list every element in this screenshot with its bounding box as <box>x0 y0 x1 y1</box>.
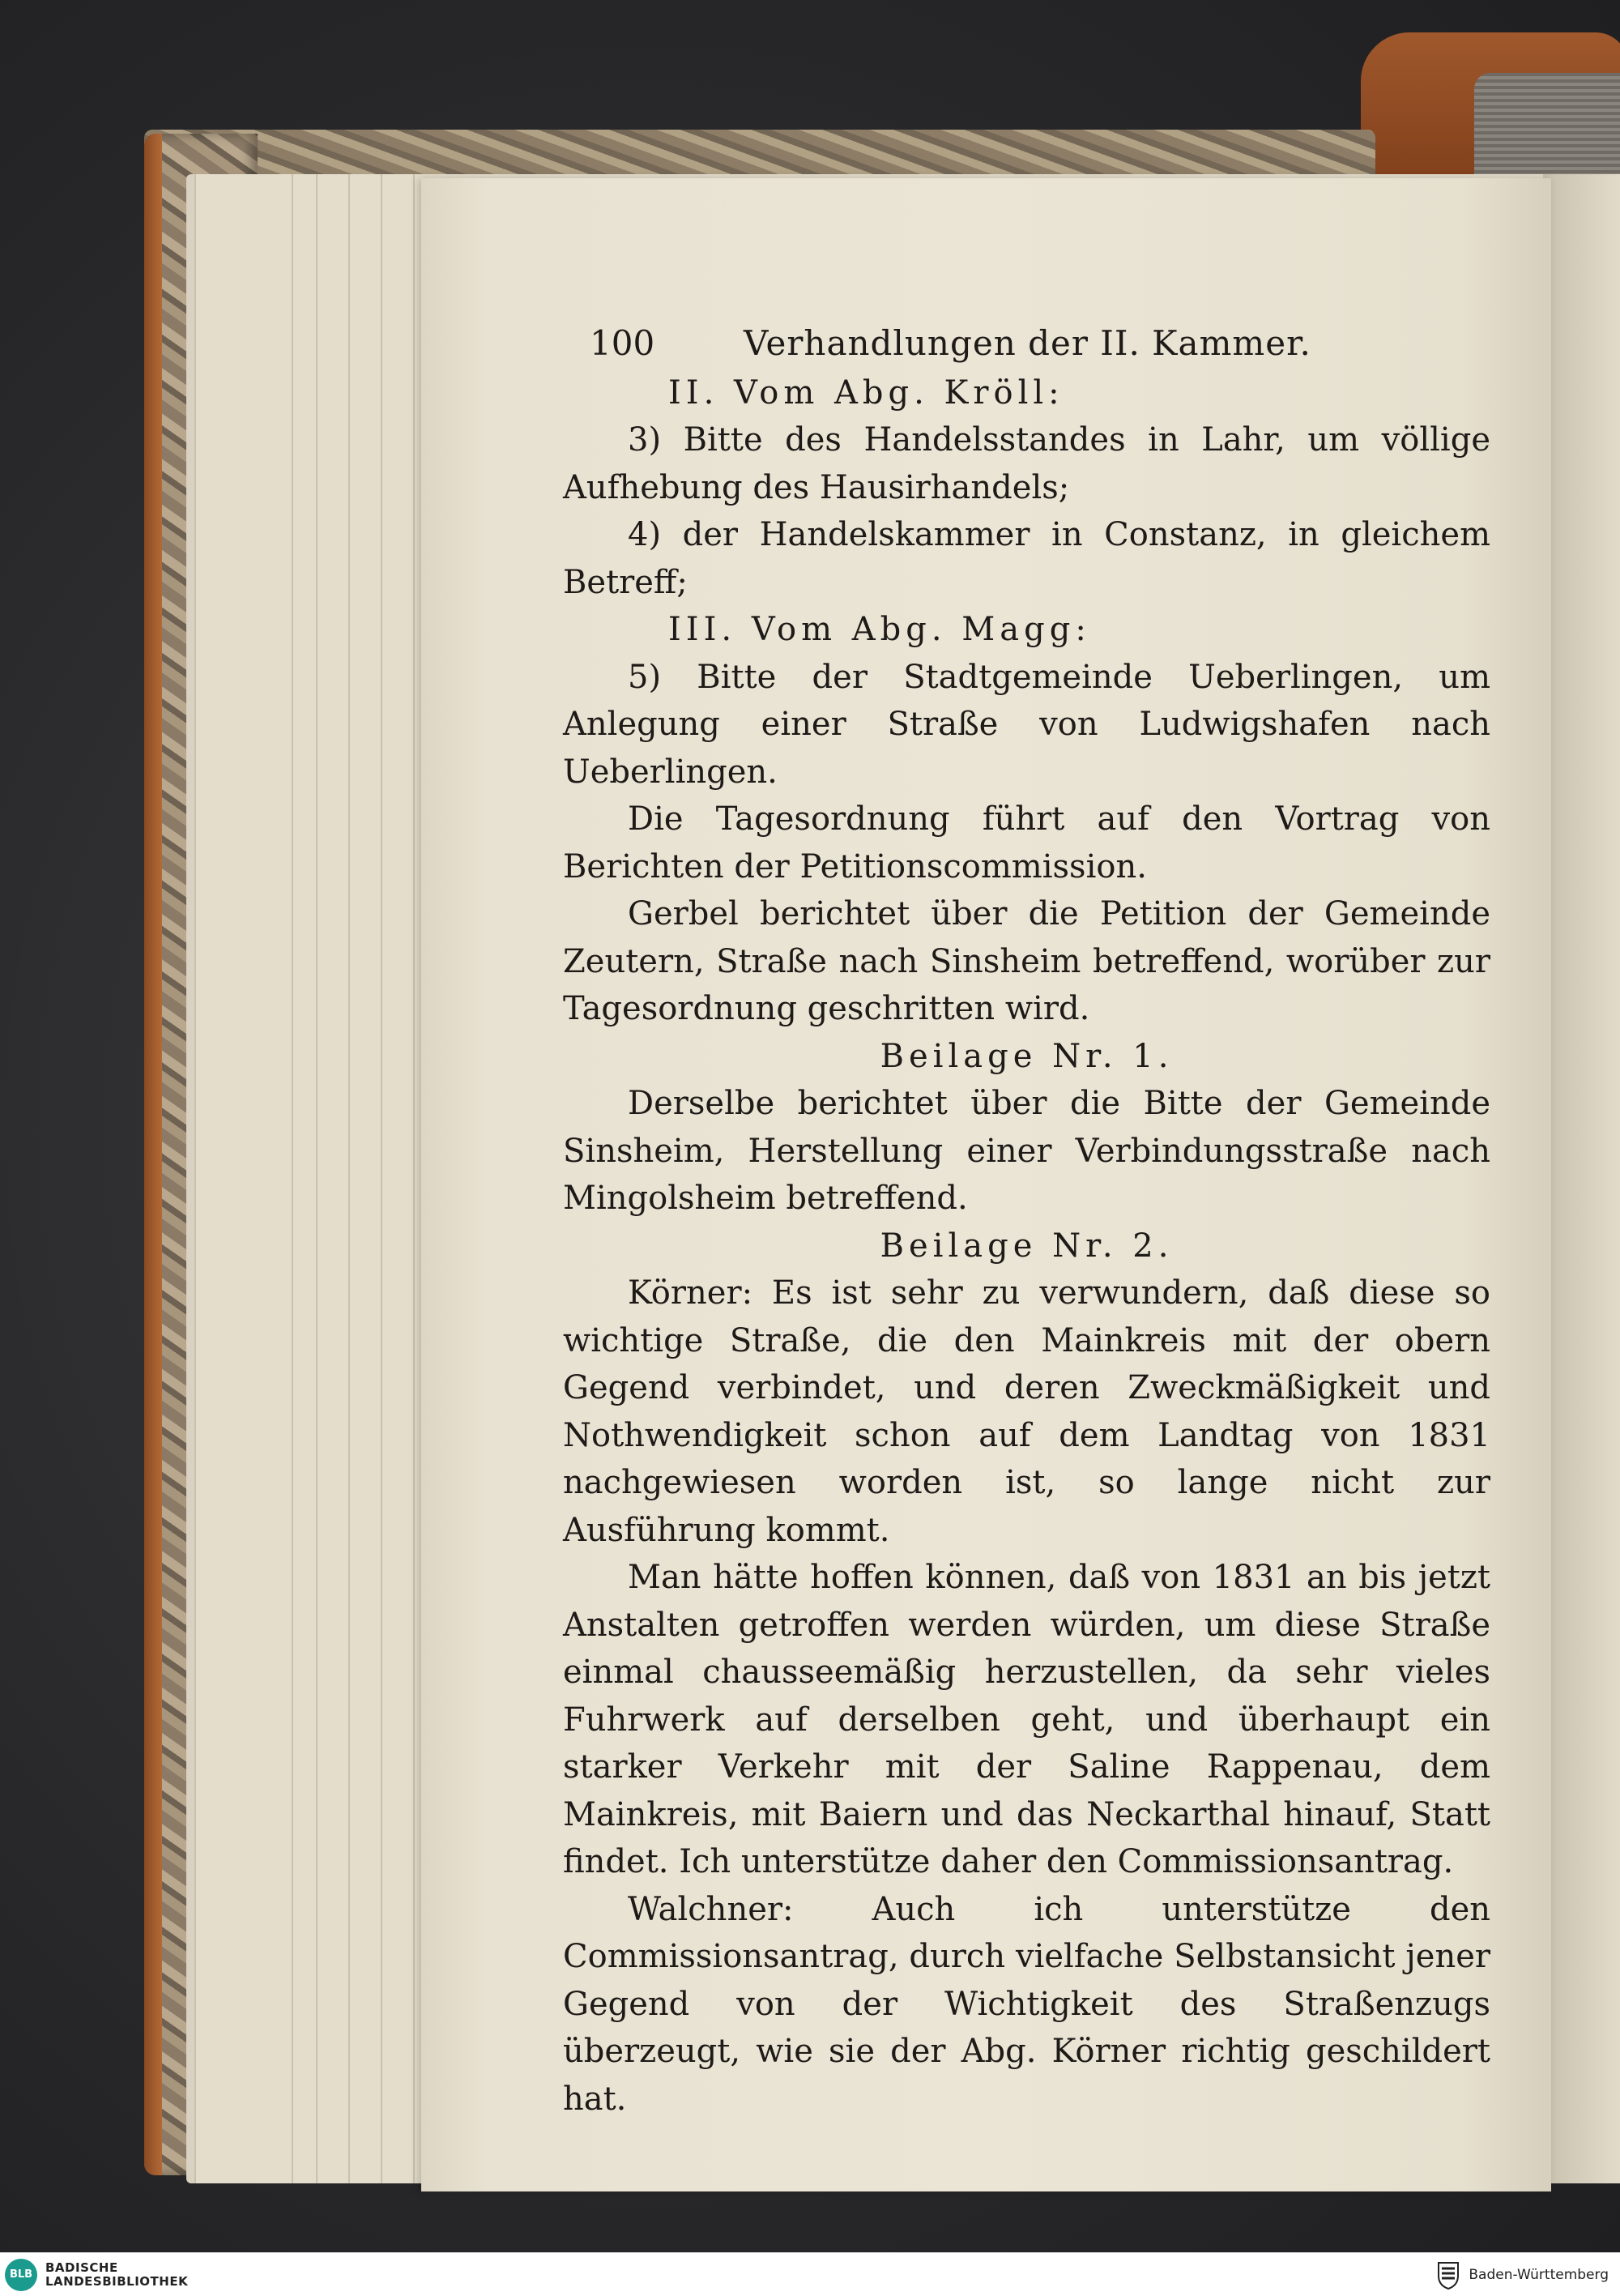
attachment-heading: Beilage Nr. 1. <box>880 1037 1174 1075</box>
attachment-heading: Beilage Nr. 2. <box>880 1227 1174 1265</box>
blb-logo-icon: BLB <box>5 2259 37 2291</box>
bw-coat-of-arms-icon <box>1436 2260 1460 2290</box>
blb-logo-group[interactable] <box>5 2259 188 2291</box>
page-number: 100 <box>590 323 655 363</box>
section-heading: II. Vom Abg. Kröll: <box>668 373 1064 412</box>
bw-logo-group[interactable] <box>1436 2260 1609 2290</box>
blb-logo-text <box>45 2261 188 2289</box>
petition-item: 4) der Handelskammer in Constanz, in gleichem Betreff; <box>563 516 1490 601</box>
speech-paragraph: Körner: Es ist sehr zu verwundern, daß diese so wichtige Straße, die den Mainkreis mit der obern Gegend verbindet, und deren Zweckmäßigkeit und Nothwendigkeit schon auf dem Landtag von 1831 nachgewiesen worden ist, so lange nicht zur Ausführung kommt. <box>563 1274 1490 1549</box>
blb-logo-line1: BADISCHE <box>45 2260 118 2275</box>
facing-page-edge <box>1543 174 1620 2183</box>
bw-logo-text: Baden-Württemberg <box>1469 2266 1609 2283</box>
page-header <box>563 320 1490 368</box>
cover-leather-edge <box>144 134 162 2175</box>
blb-logo-line2: LANDESBIBLIOTHEK <box>45 2273 189 2289</box>
page-text <box>563 320 1490 2123</box>
section-heading: III. Vom Abg. Magg: <box>668 611 1091 648</box>
paragraph: Gerbel berichtet über die Petition der Gemeinde Zeutern, Straße nach Sinsheim betreffend, worüber zur Tagesordnung geschritten wird. <box>563 895 1490 1027</box>
running-title: Verhandlungen der II. Kammer. <box>744 323 1311 363</box>
viewer-footer <box>0 2252 1620 2296</box>
paragraph: Die Tagesordnung führt auf den Vortrag von Berichten der Petitionscommission. <box>563 800 1490 886</box>
petition-item: 5) Bitte der Stadtgemeinde Ueberlingen, um Anlegung einer Straße von Ludwigshafen nach Ueberlingen. <box>563 658 1490 791</box>
speech-paragraph: Walchner: Auch ich unterstütze den Commissionsantrag, durch vielfache Selbstansicht jener Gegend von der Wichtigkeit des Straßenzugs überzeugt, wie sie der Abg. Körner richtig geschildert hat. <box>563 1890 1490 2118</box>
paragraph: Derselbe berichtet über die Bitte der Gemeinde Sinsheim, Herstellung einer Verbindungsstraße nach Mingolsheim betreffend. <box>563 1085 1490 1217</box>
book-page-edges <box>1474 73 1620 186</box>
petition-item: 3) Bitte des Handelsstandes in Lahr, um völlige Aufhebung des Hausirhandels; <box>563 421 1490 506</box>
speech-paragraph: Man hätte hoffen können, daß von 1831 an bis jetzt Anstalten getroffen werden würden, um diese Straße einmal chausseemäßig herzustellen, da sehr vieles Fuhrwerk auf derselben geht, und überhaupt ein starker Verkehr mit der Saline Rappenau, dem Mainkreis, mit Baiern und das Neckarthal hinauf, Statt findet. Ich unterstütze daher den Commissionsantrag. <box>563 1559 1490 1880</box>
